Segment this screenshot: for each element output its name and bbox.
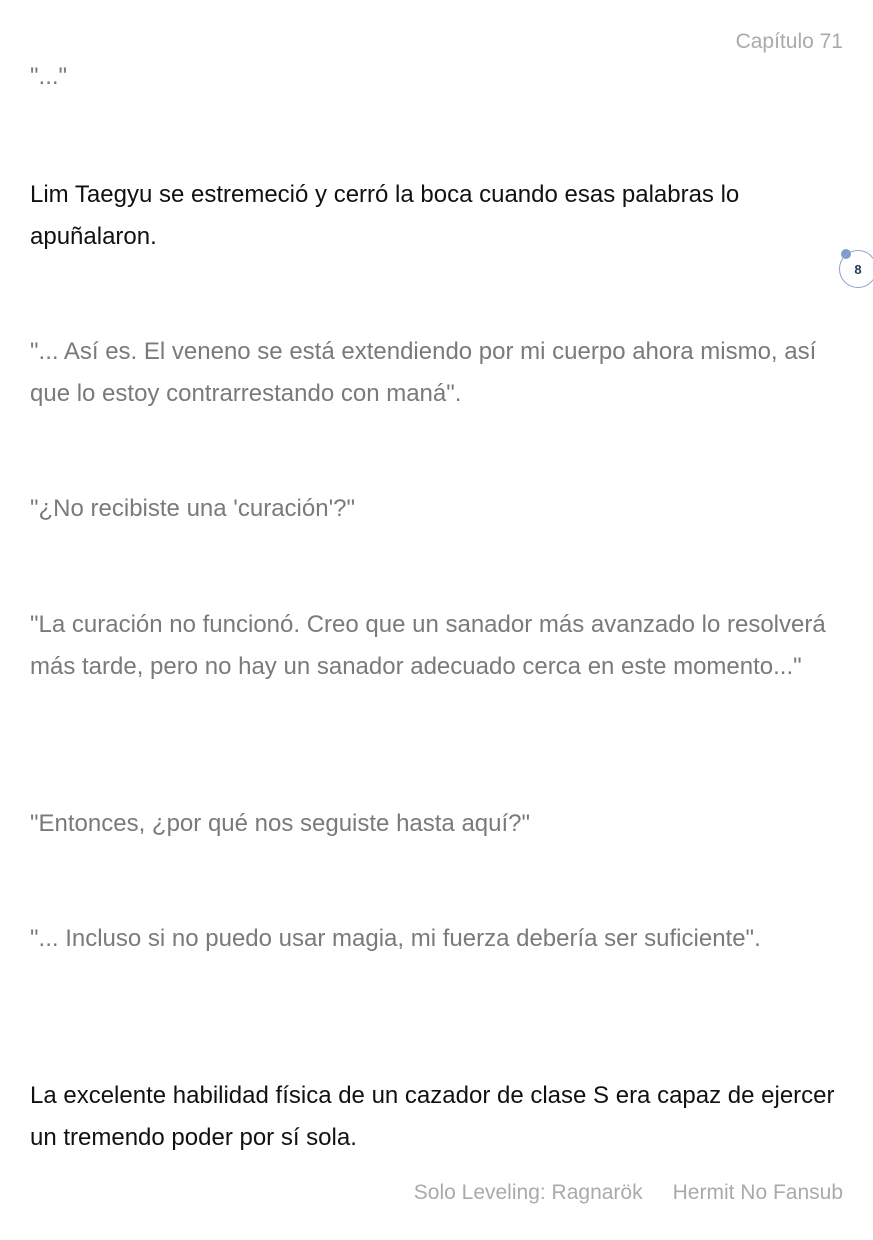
paragraph: "Entonces, ¿por qué nos seguiste hasta aquí?" (30, 810, 531, 837)
paragraph: "... Incluso si no puedo usar magia, mi fuerza debería ser suficiente". (30, 925, 761, 952)
paragraph: La excelente habilidad física de un cazador de clase S era capaz de ejercer un tremendo poder por sí sola. (30, 1082, 835, 1151)
paragraph: "..." (30, 63, 68, 90)
paragraph: "¿No recibiste una 'curación'?" (30, 495, 356, 522)
paragraph: Lim Taegyu se estremeció y cerró la boca cuando esas palabras lo apuñalaron. (30, 181, 740, 250)
comment-count-badge[interactable]: 8 (839, 250, 873, 288)
chapter-label: Capítulo 71 (735, 30, 843, 53)
paragraph: "... Así es. El veneno se está extendiendo por mi cuerpo ahora mismo, así que lo estoy contrarrestando con maná". (30, 338, 817, 407)
novel-title-link[interactable]: Solo Leveling: Ragnarök (413, 1181, 643, 1204)
group-link[interactable]: Hermit No Fansub (672, 1181, 843, 1204)
footer (414, 1181, 843, 1205)
paragraph: "La curación no funcionó. Creo que un sanador más avanzado lo resolverá más tarde, pero no hay un sanador adecuado cerca en este momento..." (30, 611, 826, 680)
